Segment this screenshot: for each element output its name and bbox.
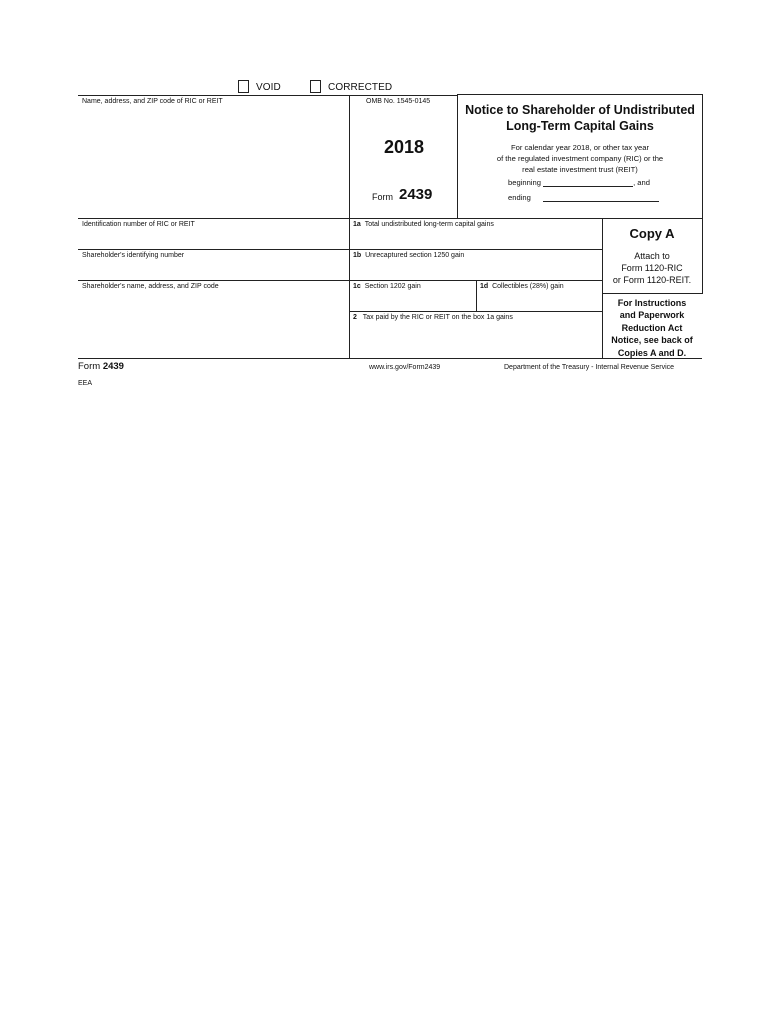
footer-department: Department of the Treasury - Internal Revenue Service <box>504 364 675 371</box>
shareholder-name-address-label: Shareholder's name, address, and ZIP code <box>82 283 219 290</box>
footer-form-word: Form <box>78 361 101 372</box>
description-line3: real estate investment trust (REIT) <box>522 165 638 174</box>
ric-reit-id-label: Identification number of RIC or REIT <box>82 221 195 228</box>
corrected-checkbox[interactable] <box>310 80 321 93</box>
form-title-line1: Notice to Shareholder of Undistributed <box>465 103 695 117</box>
box-1d-label: Collectibles (28%) gain <box>492 283 564 290</box>
form-word: Form <box>372 192 393 202</box>
title-box-top-border <box>457 94 703 95</box>
shareholder-id-label: Shareholder's identifying number <box>82 252 185 259</box>
footer-form-number: 2439 <box>102 361 124 372</box>
beginning-row <box>508 177 650 187</box>
ric-reit-id-field[interactable] <box>82 221 344 247</box>
ending-label: ending <box>508 193 531 202</box>
void-checkbox[interactable] <box>238 80 249 93</box>
footer-url: www.irs.gov/Form2439 <box>369 364 441 371</box>
beginning-date-field[interactable] <box>543 177 633 187</box>
omb-number: OMB No. 1545-0145 <box>366 98 431 105</box>
box-1c-label: Section 1202 gain <box>364 283 421 290</box>
instructions-line4: Notice, see back of <box>611 335 693 346</box>
void-label: VOID <box>256 82 281 93</box>
form-top-border <box>78 95 457 96</box>
box-1b-label: Unrecaptured section 1250 gain <box>365 252 465 259</box>
payer-name-address-field[interactable] <box>82 98 344 216</box>
box-1b-field[interactable] <box>353 252 599 278</box>
copy-box-divider <box>602 293 703 294</box>
box1c-1d-divider <box>476 280 477 311</box>
form-description <box>457 142 703 175</box>
form-title <box>457 102 703 134</box>
instructions-line5: Copies A and D. <box>617 347 687 358</box>
and-label: , and <box>633 178 650 187</box>
footer-eea: EEA <box>78 380 93 387</box>
attach-instructions <box>602 250 702 286</box>
box-1a-field[interactable] <box>353 221 599 247</box>
corrected-label: CORRECTED <box>328 82 393 93</box>
box-1b-number: 1b <box>353 252 362 259</box>
instructions-line1: For Instructions <box>617 298 687 308</box>
shareholder-id-field[interactable] <box>82 252 344 278</box>
left-column-divider <box>349 95 350 358</box>
form-number: 2439 <box>399 186 433 203</box>
attach-line1: Attach to <box>634 251 670 261</box>
box-1c-field[interactable] <box>353 283 473 309</box>
ending-row <box>508 192 659 202</box>
form-title-line2: Long-Term Capital Gains <box>506 119 654 133</box>
box-1d-number: 1d <box>480 283 489 290</box>
row-line-1 <box>78 218 703 219</box>
ending-date-field[interactable] <box>543 192 659 202</box>
box-1a-label: Total undistributed long-term capital gains <box>364 221 494 228</box>
description-line2: of the regulated investment company (RIC) or the <box>496 154 664 163</box>
box-2-label: Tax paid by the RIC or REIT on the box 1a gains <box>362 314 513 321</box>
instructions-line2: and Paperwork <box>619 310 685 321</box>
description-line1: For calendar year 2018, or other tax year <box>510 143 650 152</box>
shareholder-name-address-field[interactable] <box>82 283 344 356</box>
row-line-2 <box>78 249 602 250</box>
row-line-4 <box>349 311 602 312</box>
box-1d-field[interactable] <box>480 283 600 309</box>
attach-line3: or Form 1120-REIT. <box>612 275 692 285</box>
tax-year: 2018 <box>384 137 425 157</box>
box-1a-number: 1a <box>353 221 361 228</box>
beginning-label: beginning <box>508 178 541 187</box>
attach-line2: Form 1120-RIC <box>621 263 683 273</box>
instructions-line3: Reduction Act <box>621 322 683 333</box>
instructions-notice <box>602 297 702 359</box>
row-line-3 <box>78 280 602 281</box>
copy-title: Copy A <box>629 226 675 241</box>
payer-name-address-label: Name, address, and ZIP code of RIC or REIT <box>82 98 223 105</box>
footer-form-id <box>78 361 124 372</box>
box-1c-number: 1c <box>353 283 361 290</box>
box-2-number: 2 <box>353 314 357 321</box>
box-2-field[interactable] <box>353 314 599 356</box>
